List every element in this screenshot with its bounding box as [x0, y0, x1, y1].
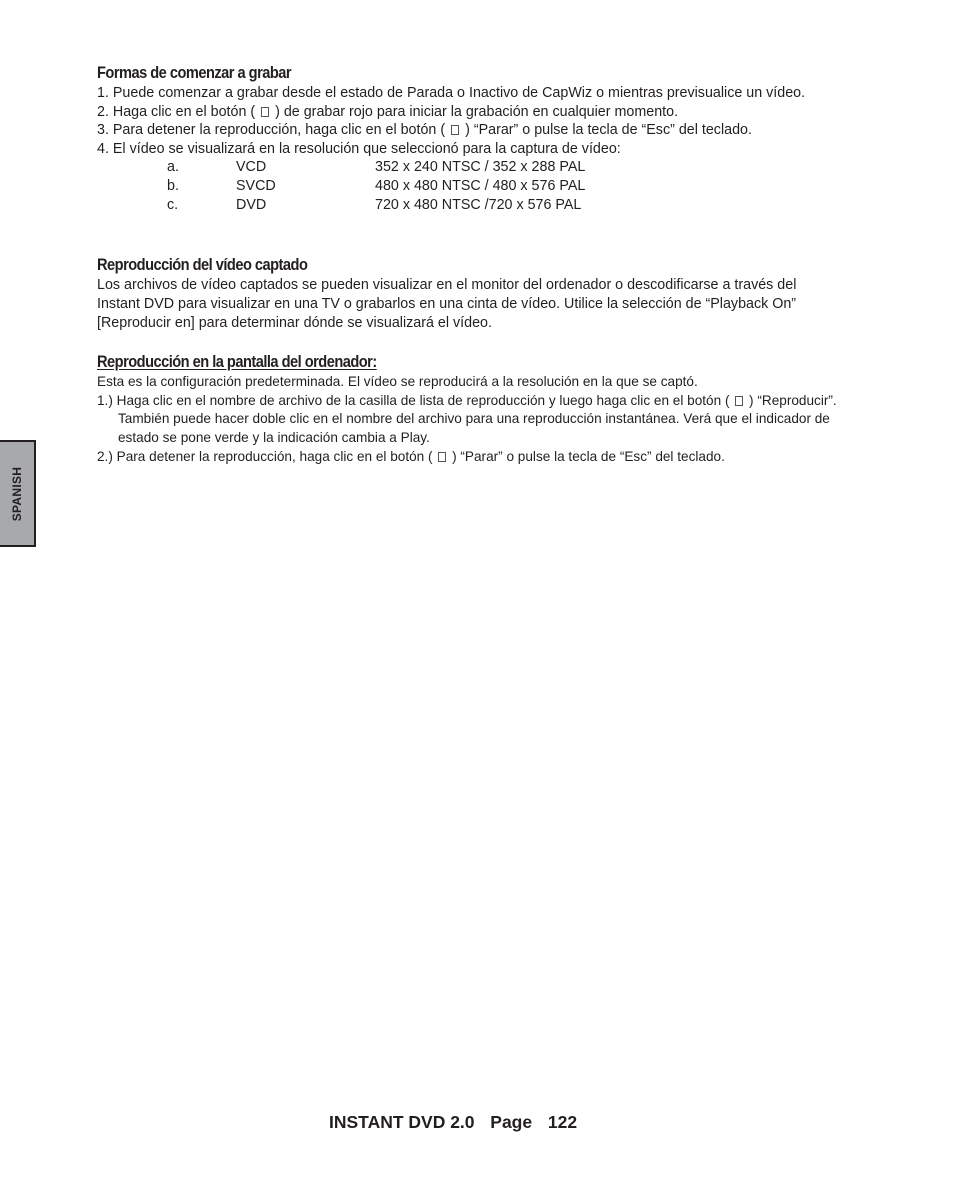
- resolution-letter: b.: [167, 178, 179, 195]
- screen-item-2: [97, 448, 897, 467]
- playback-paragraph-line-2: Instant DVD para visualizar en una TV o grabarlos en una cinta de vídeo. Utilice la selección de “Playback On”: [97, 295, 797, 312]
- play-button-icon: [735, 396, 743, 406]
- screen-item-1: [97, 392, 897, 411]
- recording-item-3-after: ) “Parar” o pulse la tecla de “Esc” del teclado.: [465, 122, 752, 139]
- section-screen-heading-wrap: [97, 352, 897, 372]
- playback-paragraph-line-1: Los archivos de vídeo captados se pueden visualizar en el monitor del ordenador o descodificarse a través del: [97, 277, 797, 294]
- footer-title: INSTANT DVD 2.0: [329, 1112, 475, 1132]
- resolution-row: [97, 196, 897, 215]
- section-recording-title: Formas de comenzar a grabar: [97, 63, 292, 82]
- screen-item-1-after: ) “Reproducir”.: [749, 392, 837, 408]
- resolution-letter: a.: [167, 159, 179, 176]
- resolution-format: SVCD: [236, 178, 276, 195]
- recording-item-2: [97, 103, 897, 122]
- section-playback-heading-wrap: [97, 255, 897, 275]
- page-content: [97, 63, 897, 466]
- recording-item-2-after: ) de grabar rojo para iniciar la grabación en cualquier momento.: [275, 103, 679, 120]
- resolution-row: [97, 177, 897, 196]
- screen-item-2-after: ) “Parar” o pulse la tecla de “Esc” del teclado.: [452, 448, 725, 464]
- recording-item-2-before: 2. Haga clic en el botón (: [97, 103, 256, 120]
- screen-item-1-line-2: También puede hacer doble clic en el nombre del archivo para una reproducción instantánea. Verá que el indicador de: [118, 411, 830, 427]
- page-footer: [329, 1112, 577, 1133]
- stop-button-icon: [438, 452, 446, 462]
- stop-button-icon: [451, 125, 459, 135]
- screen-item-2-before: 2.) Para detener la reproducción, haga clic en el botón (: [97, 448, 433, 464]
- resolution-format: VCD: [236, 159, 267, 176]
- language-tab-label: SPANISH: [10, 466, 24, 521]
- screen-item-1-before: 1.) Haga clic en el nombre de archivo de la casilla de lista de reproducción y luego haga clic en el botón (: [97, 392, 730, 408]
- recording-item-4: 4. El vídeo se visualizará en la resolución que seleccionó para la captura de vídeo:: [97, 140, 621, 157]
- resolution-format: DVD: [236, 197, 267, 214]
- resolution-row: [97, 158, 897, 177]
- language-side-tab: [0, 440, 36, 547]
- screen-intro: Esta es la configuración predeterminada. El vídeo se reproducirá a la resolución en la que se captó.: [97, 374, 698, 390]
- resolution-value: 480 x 480 NTSC / 480 x 576 PAL: [375, 178, 586, 195]
- recording-item-3: [97, 121, 897, 140]
- record-button-icon: [261, 107, 269, 117]
- section-playback-title: Reproducción del vídeo captado: [97, 255, 308, 275]
- playback-paragraph-line-3: [Reproducir en] para determinar dónde se visualizará el vídeo.: [97, 314, 492, 331]
- screen-item-1-line-3: estado se pone verde y la indicación cambia a Play.: [118, 429, 430, 445]
- section-screen-title: Reproducción en la pantalla del ordenador:: [97, 352, 377, 372]
- resolution-value: 720 x 480 NTSC /720 x 576 PAL: [375, 197, 582, 214]
- resolution-value: 352 x 240 NTSC / 352 x 288 PAL: [375, 159, 586, 176]
- footer-page-number: 122: [547, 1112, 578, 1132]
- recording-item-1: 1. Puede comenzar a grabar desde el estado de Parada o Inactivo de CapWiz o mientras previsualice un vídeo.: [97, 85, 806, 101]
- resolution-letter: c.: [167, 197, 179, 214]
- footer-page-label: Page: [490, 1112, 533, 1132]
- recording-item-3-before: 3. Para detener la reproducción, haga clic en el botón (: [97, 122, 446, 139]
- section-recording-heading-wrap: [97, 63, 897, 83]
